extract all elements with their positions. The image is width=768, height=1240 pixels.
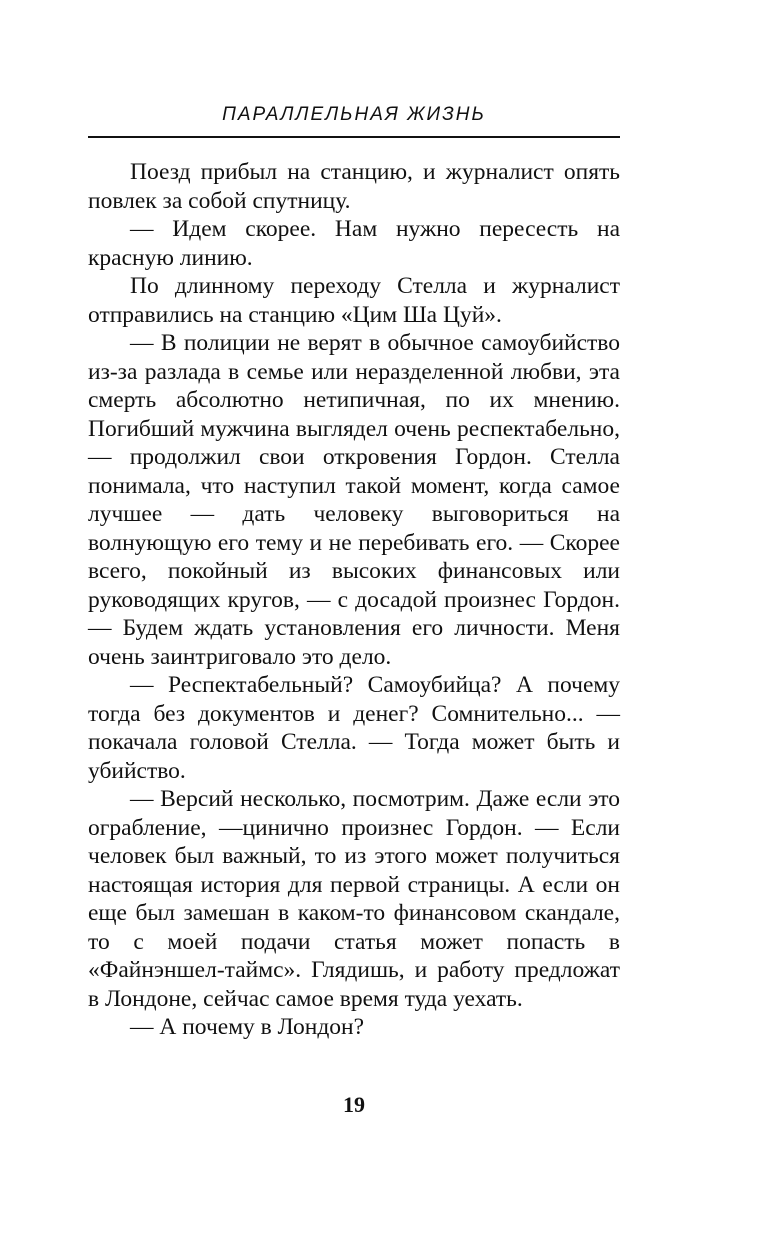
paragraph: — Идем скорее. Нам нужно пересесть на красную линию. (88, 216, 620, 271)
paragraph: По длинному переходу Стелла и журналист отправились на станцию «Цим Ша Цуй». (88, 273, 620, 328)
paragraph: — Версий несколько, посмотрим. Даже если это ограбление, —цинично произнес Гордон. — Если человек был важный, то из этого может получиться настоящая история для первой страницы. А если он еще был замешан в каком-то финансовом скандале, то с моей подачи статья может попасть в «Файнэншел-таймс». Глядишь, и работу предложат в Лондоне, сейчас самое время туда уехать. (88, 786, 620, 1012)
page-number: 19 (343, 1092, 365, 1117)
paragraph: Поезд прибыл на станцию, и журналист опять повлек за собой спутницу. (88, 159, 620, 214)
paragraph: — В полиции не верят в обычное самоубийство из-за разлада в семье или неразделенной любви, эта смерть абсолютно нетипичная, по их мнению. Погибший мужчина выглядел очень респектабельно, — продолжил свои откровения Гордон. Стелла понимала, что наступил такой момент, когда самое лучшее — дать человеку выговориться на волнующую его тему и не перебивать его. — Скорее всего, покойный из высоких финансовых или руководящих кругов, — с досадой произнес Гордон. — Будем ждать установления его личности. Меня очень заинтриговало это дело. (88, 330, 620, 670)
header-divider (88, 136, 620, 138)
paragraph: — А почему в Лондон? (130, 1014, 365, 1040)
paragraph: — Респектабельный? Самоубийца? А почему тогда без документов и денег? Сомнительно... — покачала головой Стелла. — Тогда может быть и убийство. (88, 672, 620, 784)
running-header: ПАРАЛЛЕЛЬНАЯ ЖИЗНЬ (222, 104, 486, 125)
page-body (88, 158, 620, 1042)
